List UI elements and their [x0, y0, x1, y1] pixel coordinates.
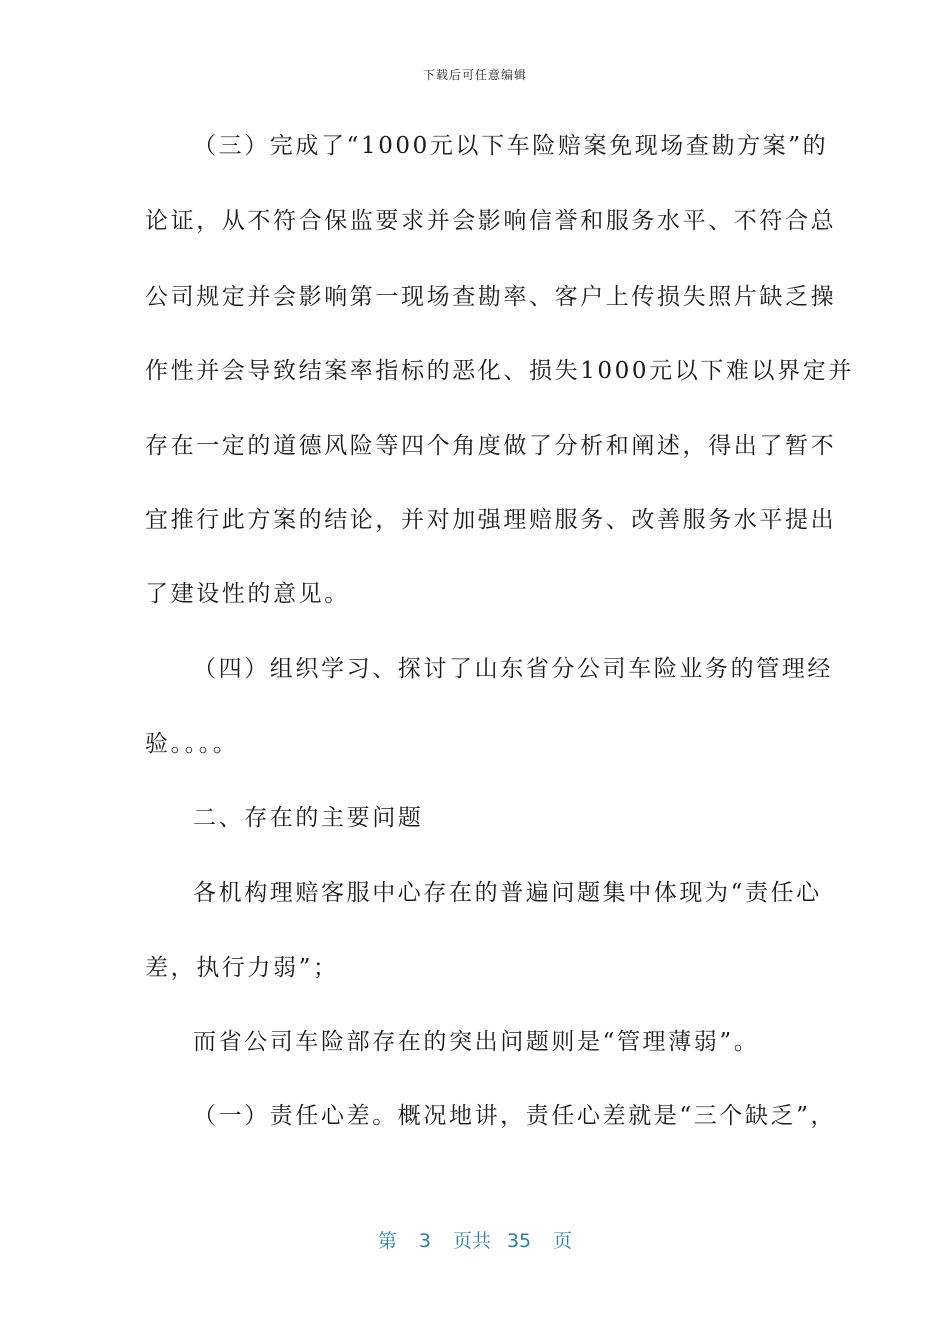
- paragraph-line: （三）完成了“1000元以下车险赔案免现场查勘方案”的: [193, 133, 829, 159]
- footer-middle: 页共: [452, 1230, 491, 1252]
- paragraph-line: 验。。。。: [145, 731, 239, 757]
- paragraph-line: 作性并会导致结案率指标的恶化、损失1000元以下难以界定并: [145, 358, 854, 384]
- paragraph-line: 各机构理赔客服中心存在的普遍问题集中体现为“责任心: [193, 880, 822, 906]
- header-note: 下载后可任意编辑: [422, 68, 527, 82]
- page-footer: [0, 1226, 950, 1253]
- section-heading: 二、存在的主要问题: [193, 805, 424, 831]
- paragraph-line: 差，执行力弱”；: [145, 955, 339, 981]
- footer-suffix: 页: [553, 1230, 573, 1252]
- paragraph-line: 论证，从不符合保监要求并会影响信誉和服务水平、不符合总: [145, 208, 837, 234]
- paragraph-line: （四）组织学习、探讨了山东省分公司车险业务的管理经: [193, 656, 833, 682]
- paragraph-line: （一）责任心差。概况地讲，责任心差就是“三个缺乏”，: [193, 1103, 837, 1129]
- paragraph-line: 而省公司车险部存在的突出问题则是“管理薄弱”。: [193, 1029, 760, 1055]
- total-pages-number: 35: [506, 1230, 532, 1252]
- paragraph-line: 公司规定并会影响第一现场查勘率、客户上传损失照片缺乏操: [145, 284, 837, 310]
- paragraph-line: 了建设性的意见。: [145, 581, 350, 607]
- current-page-number: 3: [418, 1230, 431, 1252]
- footer-prefix: 第: [377, 1230, 397, 1252]
- paragraph-line: 存在一定的道德风险等四个角度做了分析和阐述，得出了暂不: [145, 433, 837, 459]
- paragraph-line: 宜推行此方案的结论，并对加强理赔服务、改善服务水平提出: [145, 507, 837, 533]
